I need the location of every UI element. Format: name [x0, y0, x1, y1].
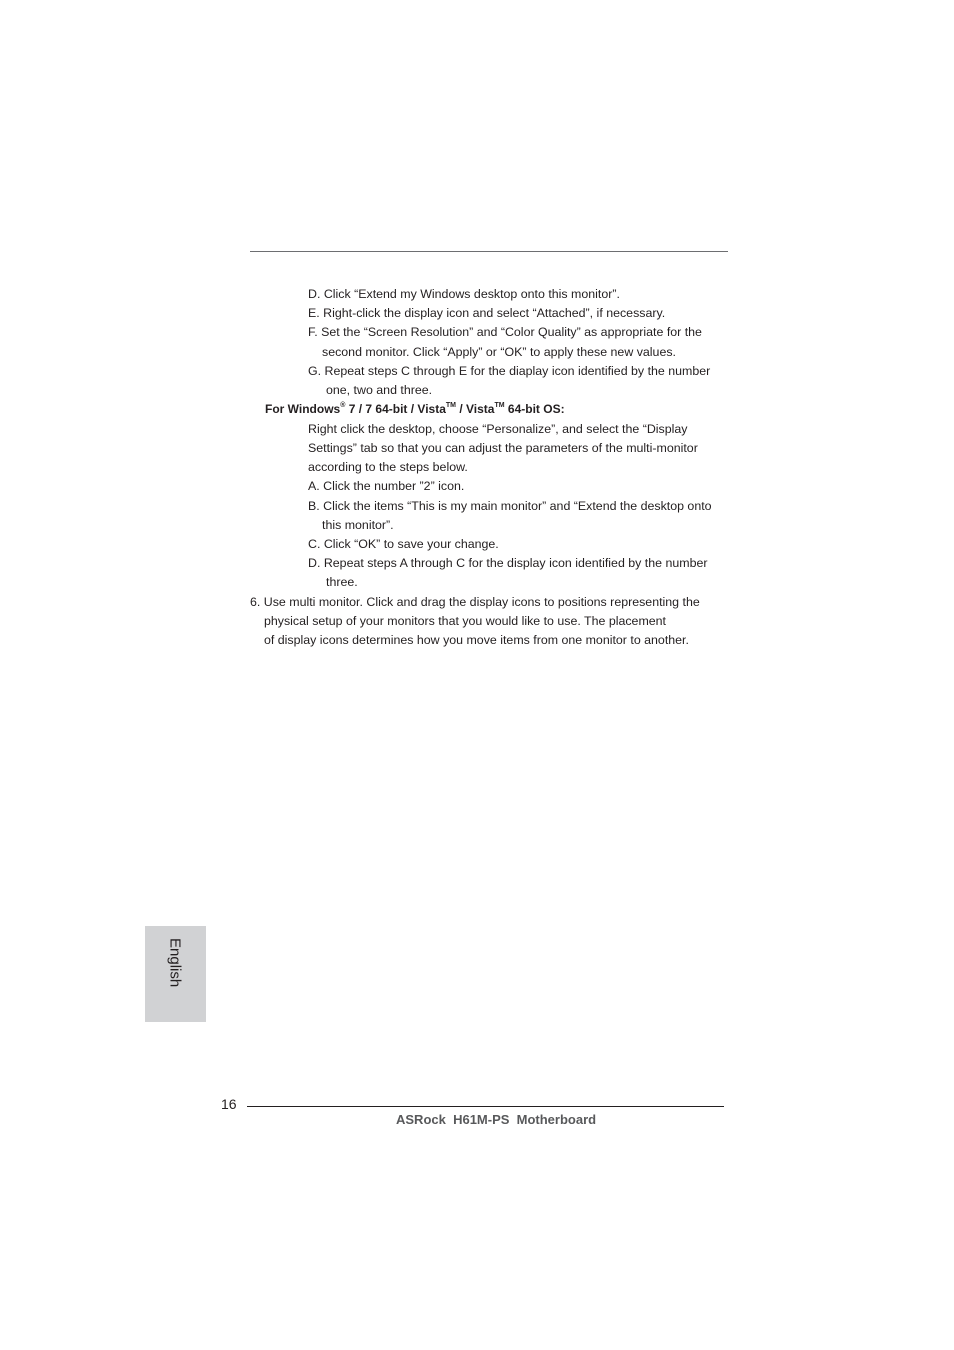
- intro-paragraph-line: Right click the desktop, choose “Personalize”, and select the “Display: [308, 422, 688, 436]
- step-d-repeat-cont: three.: [326, 575, 358, 589]
- trademark-mark: TM: [445, 402, 456, 409]
- step-d-repeat: D. Repeat steps A through C for the display icon identified by the number: [308, 556, 708, 570]
- step-e-attached: E. Right-click the display icon and select “Attached”, if necessary.: [308, 306, 666, 320]
- header-rule: [250, 251, 728, 252]
- language-tab-label: English: [166, 938, 184, 988]
- footer-rule: [247, 1106, 724, 1107]
- step-g-repeat: G. Repeat steps C through E for the diaplay icon identified by the number: [308, 364, 711, 378]
- step-f-resolution: F. Set the “Screen Resolution” and “Color Quality” as appropriate for the: [308, 325, 702, 339]
- step-6-multi-monitor: 6. Use multi monitor. Click and drag the display icons to positions representing the: [250, 595, 700, 609]
- intro-paragraph-line: Settings” tab so that you can adjust the parameters of the multi-monitor: [308, 441, 698, 455]
- trademark-mark: TM: [494, 402, 505, 409]
- page-number: 16: [221, 1096, 237, 1112]
- step-6-multi-monitor-cont: of display icons determines how you move items from one monitor to another.: [264, 633, 689, 647]
- step-b-main-monitor-cont: this monitor”.: [322, 518, 394, 532]
- os-section-heading: [265, 402, 565, 417]
- step-c-save: C. Click “OK” to save your change.: [308, 537, 499, 551]
- step-g-repeat-cont: one, two and three.: [326, 383, 433, 397]
- step-6-multi-monitor-cont: physical setup of your monitors that you would like to use. The placement: [264, 614, 666, 628]
- heading-text: For Windows: [265, 402, 341, 416]
- heading-text: / Vista: [456, 402, 495, 416]
- language-side-tab: [145, 926, 206, 1022]
- step-d-extend-desktop: D. Click “Extend my Windows desktop onto this monitor”.: [308, 287, 620, 301]
- intro-paragraph-line: according to the steps below.: [308, 460, 468, 474]
- heading-text: 64-bit OS:: [504, 402, 565, 416]
- registered-mark: ®: [340, 402, 346, 409]
- step-a-click-number: A. Click the number ”2” icon.: [308, 479, 465, 493]
- footer-product-title: ASRock H61M-PS Motherboard: [396, 1112, 597, 1127]
- step-b-main-monitor: B. Click the items “This is my main monitor” and “Extend the desktop onto: [308, 499, 712, 513]
- heading-text: 7 / 7 64-bit / Vista: [345, 402, 446, 416]
- step-f-resolution-cont: second monitor. Click “Apply” or “OK” to apply these new values.: [322, 345, 676, 359]
